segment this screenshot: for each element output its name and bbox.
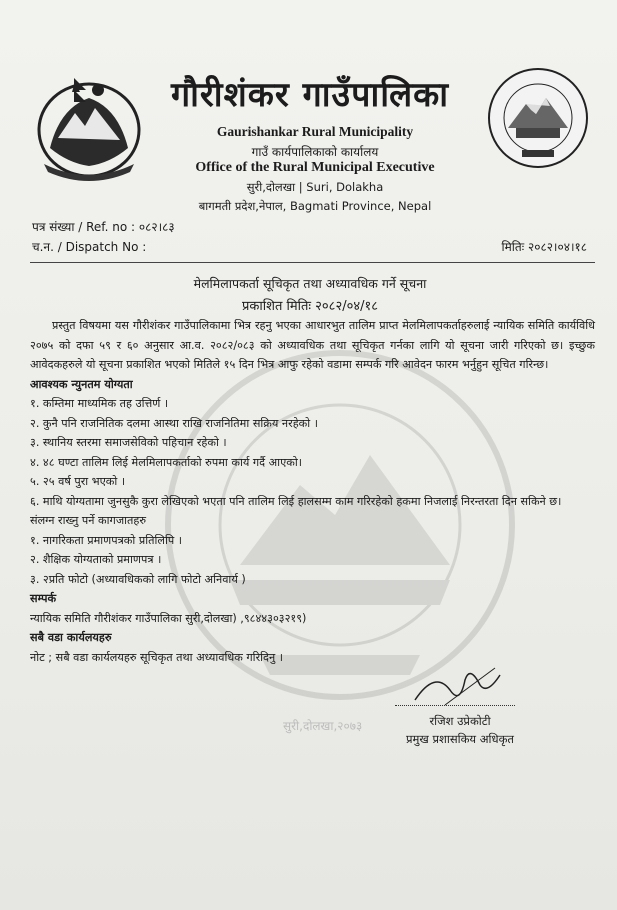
cc-heading: सबै वडा कार्यलयहरु xyxy=(30,631,112,644)
signatory xyxy=(400,712,520,748)
divider xyxy=(30,262,595,263)
list-item: १. नागरिकता प्रमाणपत्रको प्रतिलिपि । xyxy=(30,533,183,547)
cc-note: नोट ; सबै वडा कार्यलयहरु सूचिकृत तथा अध्यावधिक गरिदिनु । xyxy=(30,650,284,664)
signatory-title: प्रमुख प्रशासकिय अधिकृत xyxy=(406,732,514,746)
signatory-name: रजिश उप्रेकोटी xyxy=(429,714,491,728)
address-line xyxy=(150,180,480,195)
notice-title: मेलमिलापकर्ता सूचिकृत तथा अध्यावधिक गर्ने सूचना xyxy=(193,276,427,291)
signature-icon xyxy=(405,660,505,710)
municipality-title-np: गौरीशंकर गाउँपालिका xyxy=(170,75,450,115)
documents-heading: संलग्न राख्नु पर्ने कागजातहरु xyxy=(30,514,147,527)
notice-body xyxy=(30,316,595,667)
municipality-title-en: Gaurishankar Rural Municipality xyxy=(216,124,414,139)
list-item: ६. माथि योग्यतामा जुनसुकै कुरा लेखिएको भएता पनि तालिम लिई हालसम्म काम गरिरहेको हकमा निजलाई निरन्तरता दिन सकिने छ। xyxy=(30,494,562,508)
ref-number: पत्र संख्या / Ref. no : ०८२।८३ xyxy=(32,220,175,234)
list-item: ३. २प्रति फोटो (अध्यावधिकको लागि फोटो अनिवार्य ) xyxy=(30,572,246,586)
municipality-seal-icon xyxy=(486,66,590,170)
nepal-emblem-icon xyxy=(30,68,148,186)
intro-paragraph: प्रस्तुत विषयमा यस गौरीशंकर गाउँपालिकामा भित्र रहनु भएका आधारभुत तालिम प्राप्त मेलमिलापकर्ताहरुलाई न्यायिक समिति कार्यविधि २०७५ को दफा ५९ र ६० अनुसार आ.व. २०८२/०८३ को अध्यावधिक तथा सूचिकृत गर्नका लागि यो सूचना जारी गरिएको छ। इच्छुक आवेदकहरुले यो सूचना प्रकाशित भएको मितिले १५ दिन भित्र आफु रहेको वडामा सम्पर्क गरि आवेदन फारम भर्नुहुन सूचित गरिन्छ। xyxy=(30,319,595,371)
dispatch-number: च.न. / Dispatch No : xyxy=(32,240,147,254)
requirements-heading: आवश्यक न्युनतम योग्यता xyxy=(30,377,133,391)
address-np: सुरी,दोलखा xyxy=(246,180,296,194)
list-item: ३. स्थानिय स्तरमा समाजसेविको पहिचान रहेको । xyxy=(30,436,227,449)
list-item: १. कम्तिमा माध्यमिक तह उत्तिर्ण । xyxy=(30,397,169,410)
office-title-np: गाउँ कार्यपालिकाको कार्यालय xyxy=(251,145,379,159)
address-en: | Suri, Dolakha xyxy=(298,180,384,194)
letter-date: मितिः २०८२।०४।१८ xyxy=(501,240,587,254)
requirements-list xyxy=(30,394,595,511)
contact-heading: सम्पर्क xyxy=(30,592,57,605)
contact-line: न्यायिक समिति गौरीशंकर गाउँपालिका सुरी,दोलखा) ,९८४४३०३२१९) xyxy=(30,611,307,625)
province-np: बागमती प्रदेश,नेपाल, xyxy=(198,199,287,213)
province-line xyxy=(150,199,480,214)
documents-list xyxy=(30,531,595,590)
published-date: प्रकाशित मितिः २०८२/०४/१८ xyxy=(241,299,378,314)
list-item: ५. २५ वर्ष पुरा भएको । xyxy=(30,475,126,488)
list-item: ४. ४८ घण्टा तालिम लिई मेलमिलापकर्ताको रुपमा कार्य गर्दै आएको। xyxy=(30,455,303,469)
list-item: २. शैक्षिक योग्यताको प्रमाणपत्र । xyxy=(30,553,162,566)
office-title-en: Office of the Rural Municipal Executive xyxy=(195,160,435,175)
province-en: Bagmati Province, Nepal xyxy=(289,199,432,213)
list-item: २. कुनै पनि राजनितिक दलमा आस्था राखि राजनितिमा सक्रिय नरहेको । xyxy=(30,416,318,430)
stamp-place-text: सुरी,दोलखा,२०७३ xyxy=(283,719,363,733)
signature-line xyxy=(395,705,515,706)
